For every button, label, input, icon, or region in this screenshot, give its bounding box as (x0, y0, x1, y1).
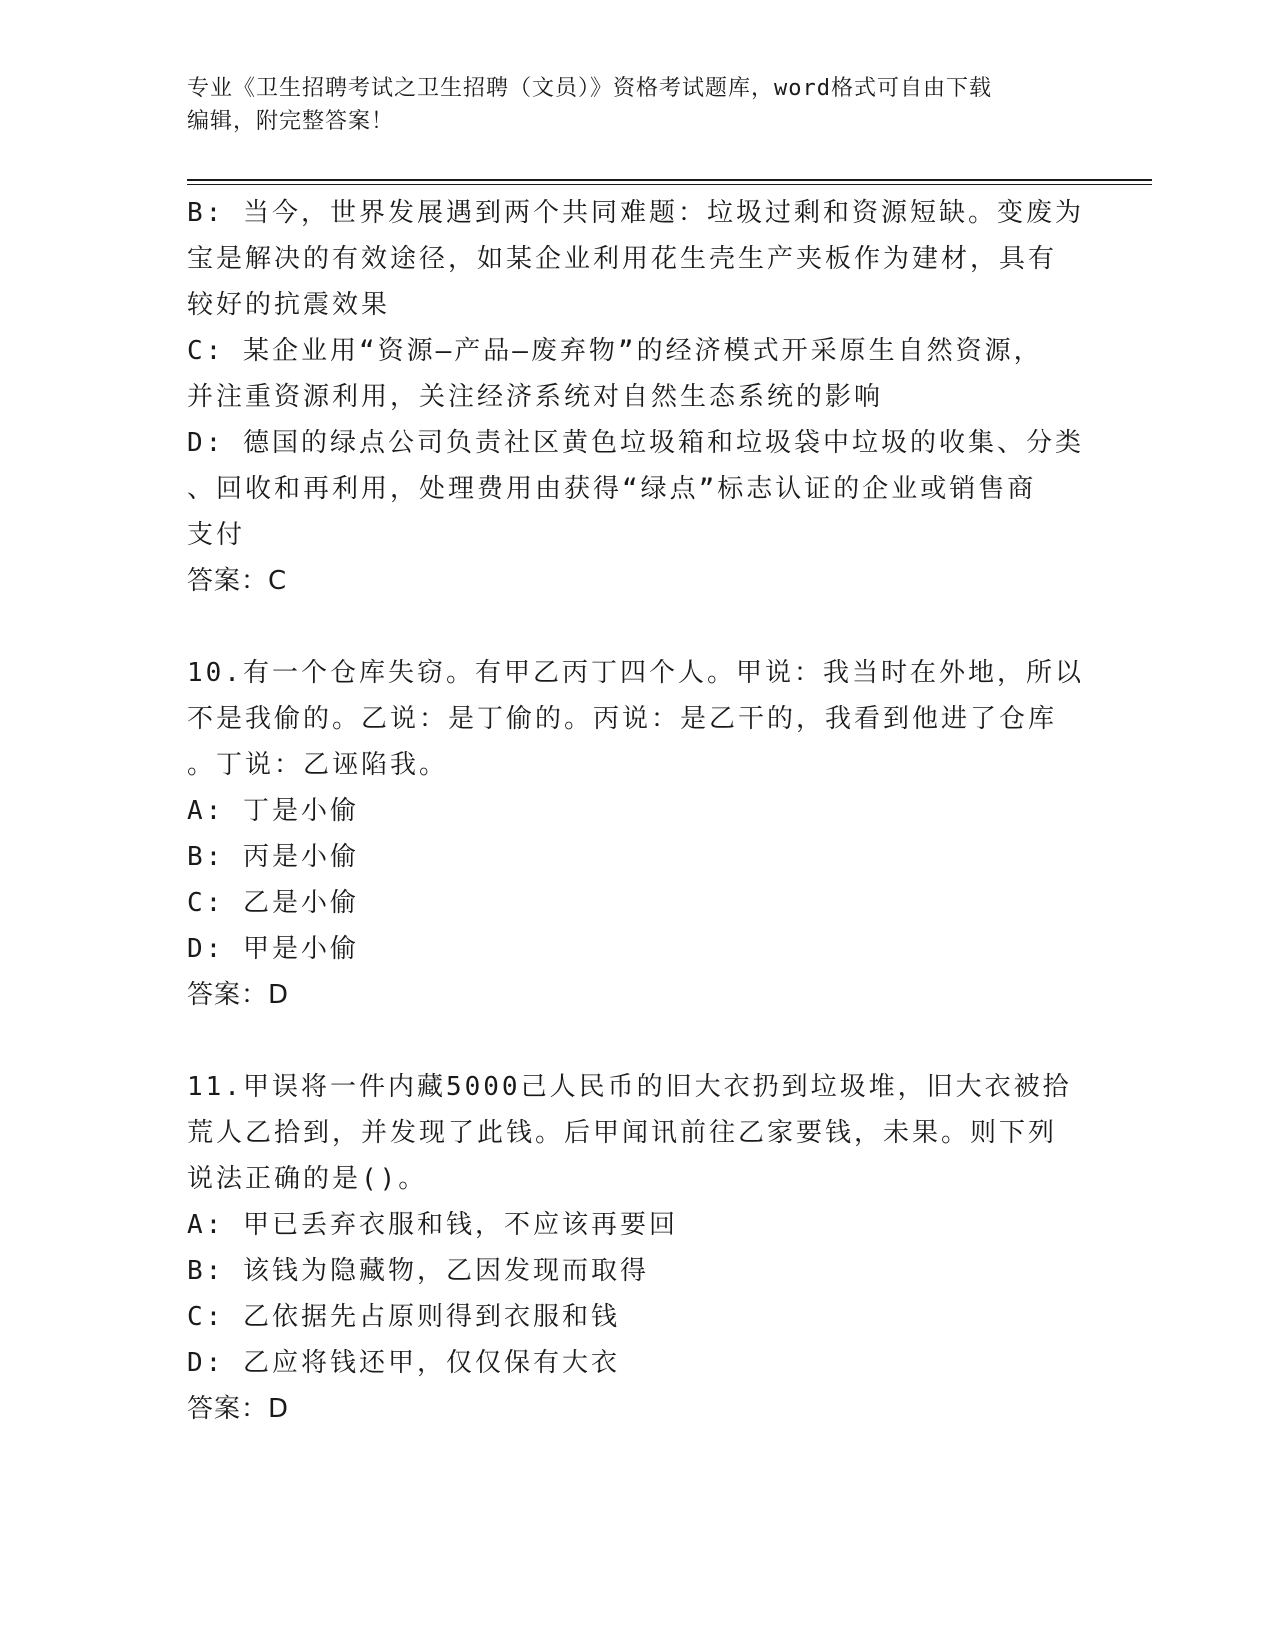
header-line-1: 专业《卫生招聘考试之卫生招聘（文员）》资格考试题库，word格式可自由下载 (187, 76, 992, 101)
question-stem-line-3: 。丁说：乙诬陷我。 (187, 750, 449, 780)
option-b-line-2: 宝是解决的有效途径，如某企业利用花生壳生产夹板作为建材，具有 (187, 244, 1058, 274)
question-11 (187, 1064, 1077, 1432)
option-c-line-1: C: 某企业用“资源—产品—废弃物”的经济模式开采原生自然资源， (187, 336, 1043, 366)
header-line-2: 编辑，附完整答案！ (187, 109, 395, 134)
option-c: C: 乙依据先占原则得到衣服和钱 (187, 1302, 620, 1332)
spacer (187, 604, 1077, 650)
answer: 答案：C (187, 566, 288, 596)
option-a: A: 甲已丢弃衣服和钱，不应该再要回 (187, 1210, 678, 1240)
header-rule-thick (187, 179, 1152, 181)
option-a: A: 丁是小偷 (187, 796, 359, 826)
option-d: D: 甲是小偷 (187, 934, 359, 964)
document-header (187, 72, 1067, 138)
question-stem-line-1: 11.甲误将一件内藏5000己人民币的旧大衣扔到垃圾堆，旧大衣被拾 (187, 1072, 1072, 1102)
answer: 答案：D (187, 1394, 290, 1424)
option-c: C: 乙是小偷 (187, 888, 359, 918)
answer: 答案：D (187, 980, 290, 1010)
option-d-line-2: 、回收和再利用，处理费用由获得“绿点”标志认证的企业或销售商 (187, 474, 1037, 504)
option-d-line-1: D: 德国的绿点公司负责社区黄色垃圾箱和垃圾袋中垃圾的收集、分类 (187, 428, 1084, 458)
option-c-line-2: 并注重资源利用，关注经济系统对自然生态系统的影响 (187, 382, 884, 412)
option-b: B: 丙是小偷 (187, 842, 359, 872)
option-d: D: 乙应将钱还甲，仅仅保有大衣 (187, 1348, 620, 1378)
header-rule-thin (187, 184, 1152, 185)
question-10 (187, 650, 1084, 1018)
option-b: B: 该钱为隐藏物，乙因发现而取得 (187, 1256, 649, 1286)
question-stem-line-1: 10.有一个仓库失窃。有甲乙丙丁四个人。甲说：我当时在外地，所以 (187, 658, 1084, 688)
spacer (187, 1018, 1077, 1064)
option-b-line-3: 较好的抗震效果 (187, 290, 391, 320)
question-stem-line-2: 荒人乙拾到，并发现了此钱。后甲闻讯前往乙家要钱，未果。则下列 (187, 1118, 1058, 1148)
question-9-continued (187, 190, 1084, 604)
document-body (187, 190, 1084, 1432)
question-stem-line-2: 不是我偷的。乙说：是丁偷的。丙说：是乙干的，我看到他进了仓库 (187, 704, 1058, 734)
question-stem-line-3: 说法正确的是()。 (187, 1164, 428, 1194)
option-b-line-1: B: 当今，世界发展遇到两个共同难题：垃圾过剩和资源短缺。变废为 (187, 198, 1084, 228)
option-d-line-3: 支付 (187, 520, 246, 550)
